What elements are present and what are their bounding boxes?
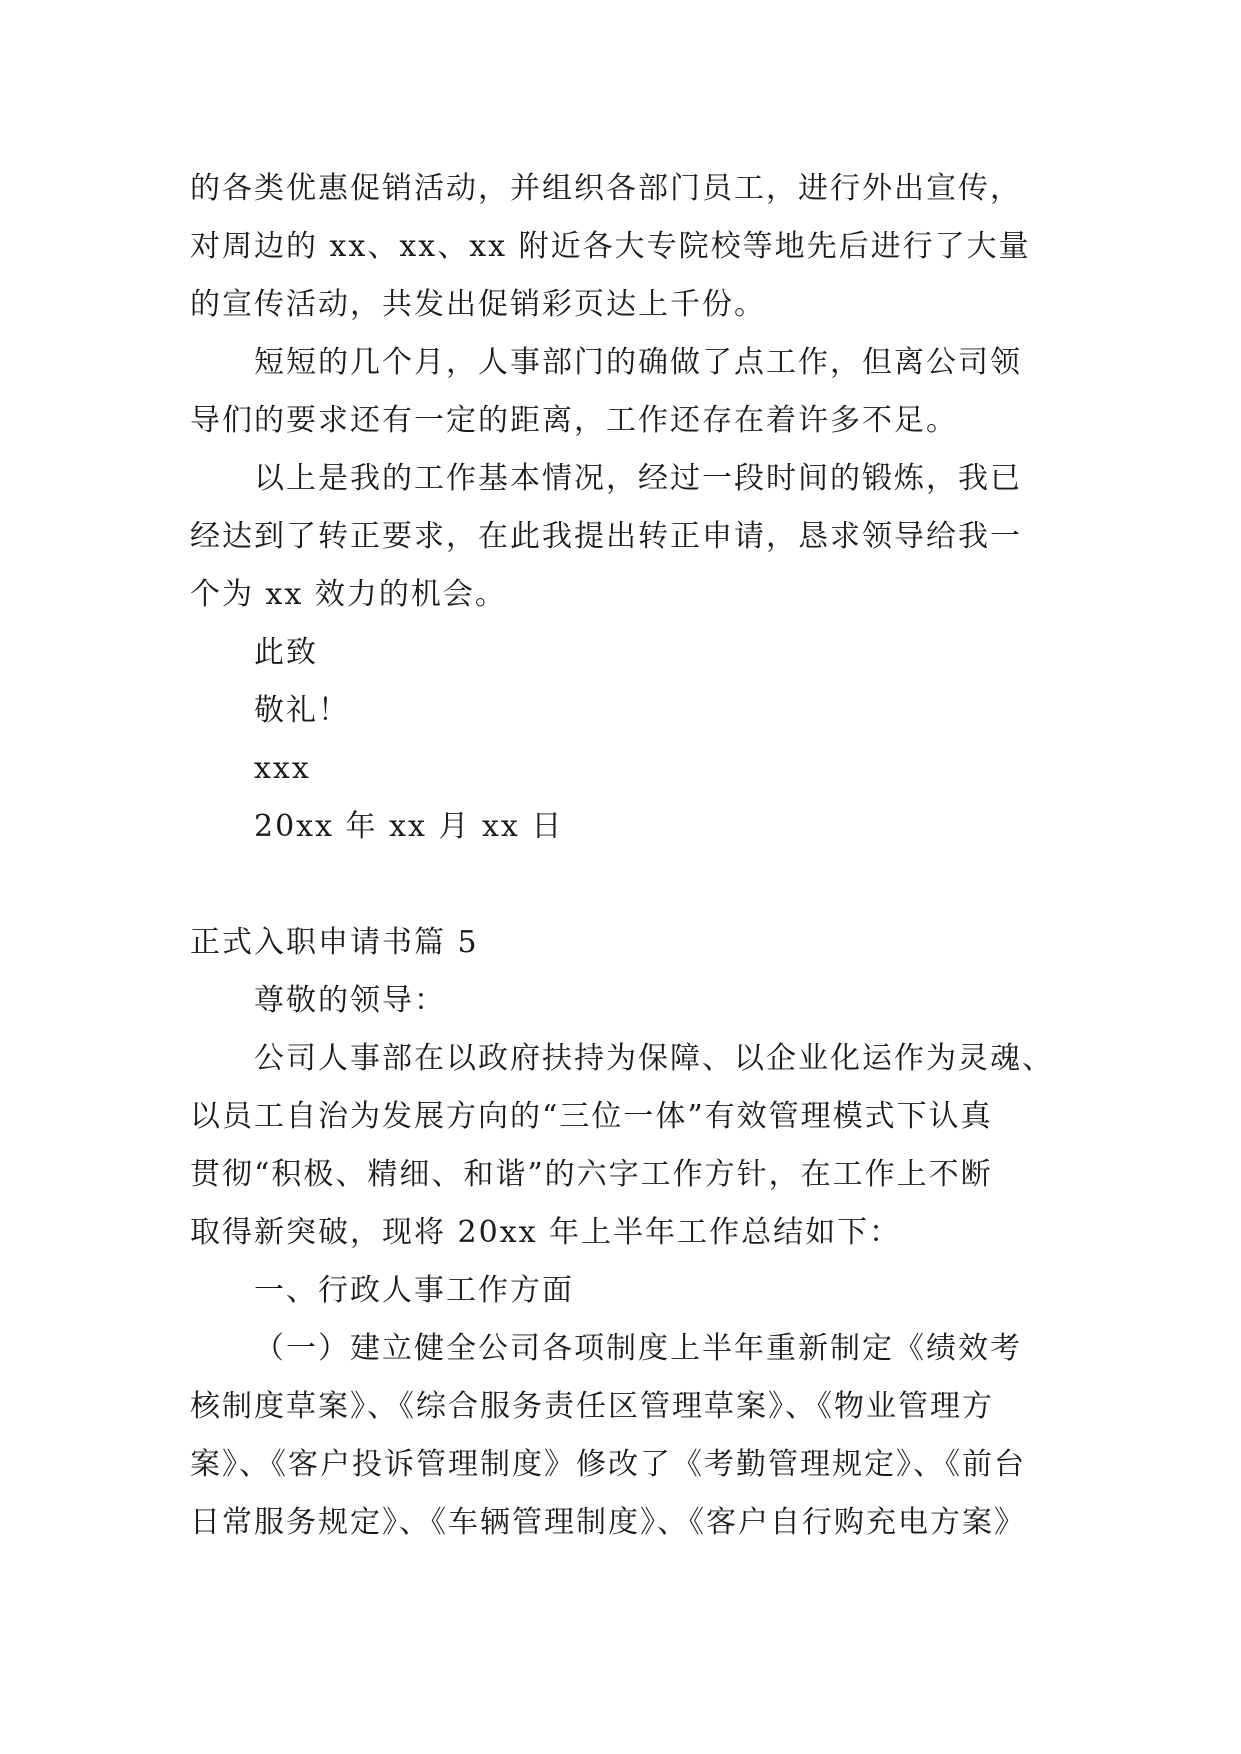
section-title: 正式入职申请书篇 5 <box>190 925 479 960</box>
document-page <box>190 160 1070 1552</box>
text-line: 短短的几个月，人事部门的确做了点工作，但离公司领 <box>254 345 1022 380</box>
text-line: 的宣传活动，共发出促销彩页达上千份。 <box>190 287 766 322</box>
text-line: 核制度草案》、《综合服务责任区管理草案》、《物业管理方 <box>190 1389 994 1424</box>
text-line: 取得新突破，现将 20xx 年上半年工作总结如下： <box>190 1215 902 1250</box>
signature-name: xxx <box>254 751 311 786</box>
text-line: 个为 xx 效力的机会。 <box>190 577 507 612</box>
text-line: 的各类优惠促销活动，并组织各部门员工，进行外出宣传， <box>190 171 1022 206</box>
text-line: （一）建立健全公司各项制度上半年重新制定《绩效考 <box>254 1331 1022 1366</box>
subsection-heading: 一、行政人事工作方面 <box>254 1273 574 1308</box>
signature-date: 20xx 年 xx 月 xx 日 <box>254 809 564 844</box>
letter-greeting: 尊敬的领导： <box>254 983 446 1018</box>
text-line: 导们的要求还有一定的距离，工作还存在着许多不足。 <box>190 403 958 438</box>
section-gap <box>190 856 1070 914</box>
text-line: 日常服务规定》、《车辆管理制度》、《客户自行购充电方案》 <box>190 1505 1026 1540</box>
text-line: 对周边的 xx、xx、xx 附近各大专院校等地先后进行了大量 <box>190 229 1031 264</box>
text-line: 案》、《客户投诉管理制度》修改了《考勤管理规定》、《前台 <box>190 1447 1026 1482</box>
salutation-respect: 敬礼！ <box>254 693 350 728</box>
salutation-closing: 此致 <box>254 635 318 670</box>
text-line: 经达到了转正要求，在此我提出转正申请，恳求领导给我一 <box>190 519 1022 554</box>
text-line: 以上是我的工作基本情况，经过一段时间的锻炼，我已 <box>254 461 1022 496</box>
text-line: 以员工自治为发展方向的“三位一体”有效管理模式下认真 <box>190 1099 993 1134</box>
text-line: 贯彻“积极、精细、和谐”的六字工作方针，在工作上不断 <box>190 1157 993 1192</box>
text-line: 公司人事部在以政府扶持为保障、以企业化运作为灵魂、 <box>254 1041 1054 1076</box>
